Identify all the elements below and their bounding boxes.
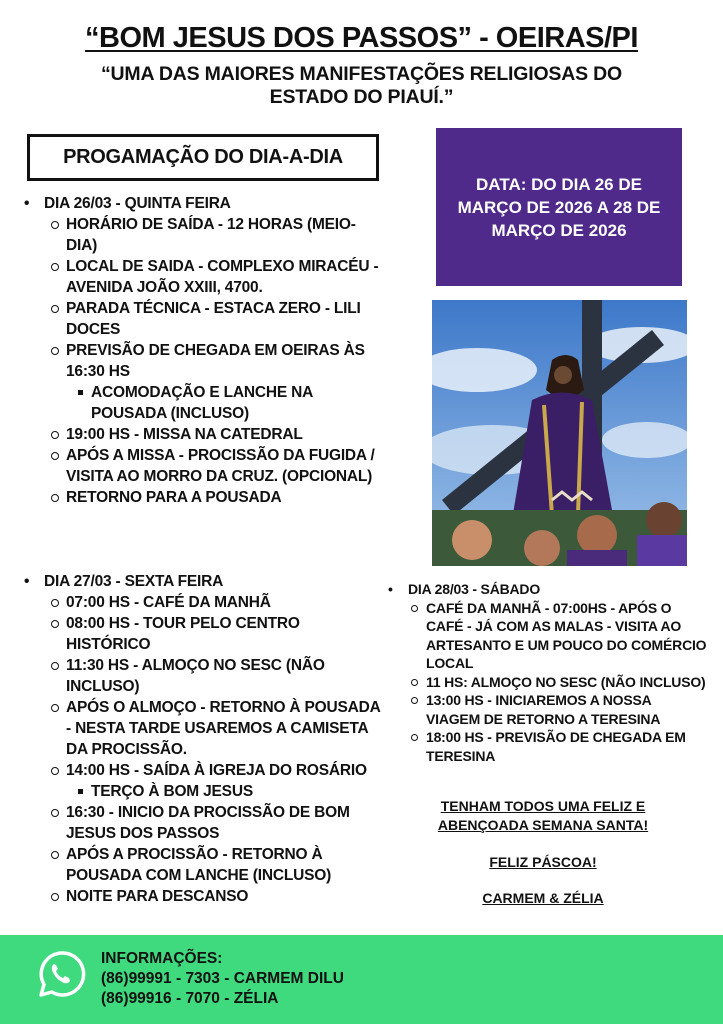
- schedule-item: 08:00 HS - TOUR PELO CENTRO HISTÓRICO: [66, 613, 384, 655]
- schedule-item: 19:00 HS - MISSA NA CATEDRAL: [66, 424, 384, 445]
- closing-wish: TENHAM TODOS UMA FELIZ E ABENÇOADA SEMANA SANTA!: [437, 798, 649, 833]
- contact-info: [101, 949, 344, 1009]
- schedule-item: RETORNO PARA A POUSADA: [66, 487, 384, 508]
- schedule-item: 07:00 HS - CAFÉ DA MANHÃ: [66, 592, 384, 613]
- program-heading: PROGAMAÇÃO DO DIA-A-DIA: [27, 134, 379, 181]
- schedule-item: [66, 760, 384, 802]
- sub-item: TERÇO À BOM JESUS: [91, 781, 384, 802]
- schedule-item: 13:00 HS - INICIAREMOS A NOSSA VIAGEM DE RETORNO A TERESINA: [426, 691, 708, 728]
- schedule-item: 18:00 HS - PREVISÃO DE CHEGADA EM TERESINA: [426, 728, 708, 765]
- schedule-item: PARADA TÉCNICA - ESTACA ZERO - LILI DOCES: [66, 298, 384, 340]
- date-text: DATA: DO DIA 26 DE MARÇO DE 2026 A 28 DE MARÇO DE 2026: [457, 174, 661, 240]
- day-section-2: [24, 571, 384, 907]
- procession-image: [432, 300, 687, 566]
- contact-footer: [0, 935, 723, 1024]
- day-3-title: • DIA 28/03 - SÁBADO: [388, 580, 708, 599]
- schedule-item: CAFÉ DA MANHÃ - 07:00HS - APÓS O CAFÉ - JÁ COM AS MALAS - VISITA AO ARTESANTO E UM POUCO DO COMÉRCIO LOCAL: [426, 599, 707, 671]
- schedule-item-text: 14:00 HS - SAÍDA À IGREJA DO ROSÁRIO: [66, 762, 367, 779]
- schedule-item-text: PREVISÃO DE CHEGADA EM OEIRAS ÀS 16:30 HS: [66, 342, 365, 380]
- schedule-item: [66, 340, 384, 424]
- day-section-3: [388, 580, 708, 765]
- phone-zelia: (86)99916 - 7070 - ZÉLIA: [101, 990, 279, 1007]
- easter-greeting: FELIZ PÁSCOA!: [489, 854, 597, 870]
- schedule-item: 16:30 - INICIO DA PROCISSÃO DE BOM JESUS DOS PASSOS: [66, 802, 384, 844]
- schedule-item: LOCAL DE SAIDA - COMPLEXO MIRACÉU - AVENIDA JOÃO XXIII, 4700.: [66, 256, 384, 298]
- day-3-items: [388, 599, 708, 766]
- schedule-item: HORÁRIO DE SAÍDA - 12 HORAS (MEIO-DIA): [66, 214, 384, 256]
- sub-items: [66, 781, 384, 802]
- sub-item: ACOMODAÇÃO E LANCHE NA POUSADA (INCLUSO): [91, 382, 384, 424]
- phone-carmem: (86)99991 - 7303 - CARMEM DILU: [101, 970, 344, 987]
- poster-subtitle: “UMA DAS MAIORES MANIFESTAÇÕES RELIGIOSAS DO ESTADO DO PIAUÍ.”: [101, 63, 622, 108]
- schedule-item: APÓS O ALMOÇO - RETORNO À POUSADA - NESTA TARDE USAREMOS A CAMISETA DA PROCISSÃO.: [66, 697, 384, 760]
- whatsapp-icon: [37, 949, 87, 999]
- day-1-items: [24, 214, 384, 508]
- signature: CARMEM & ZÉLIA: [482, 890, 604, 906]
- schedule-item: 11 HS: ALMOÇO NO SESC (NÃO INCLUSO): [426, 673, 708, 692]
- sub-items: [66, 382, 384, 424]
- info-label: INFORMAÇÕES:: [101, 950, 223, 967]
- poster-title: “BOM JESUS DOS PASSOS” - OEIRAS/PI: [85, 22, 638, 54]
- schedule-item: APÓS A MISSA - PROCISSÃO DA FUGIDA / VISITA AO MORRO DA CRUZ. (OPCIONAL): [66, 445, 384, 487]
- schedule-item: APÓS A PROCISSÃO - RETORNO À POUSADA COM LANCHE (INCLUSO): [66, 844, 384, 886]
- day-1-title: • DIA 26/03 - QUINTA FEIRA: [24, 193, 384, 214]
- day-section-1: [24, 193, 384, 508]
- schedule-item: 11:30 HS - ALMOÇO NO SESC (NÃO INCLUSO): [66, 655, 384, 697]
- date-box: [436, 128, 682, 286]
- day-2-title: • DIA 27/03 - SEXTA FEIRA: [24, 571, 384, 592]
- day-2-items: [24, 592, 384, 907]
- schedule-item: NOITE PARA DESCANSO: [66, 886, 384, 907]
- procession-photo: [432, 300, 687, 566]
